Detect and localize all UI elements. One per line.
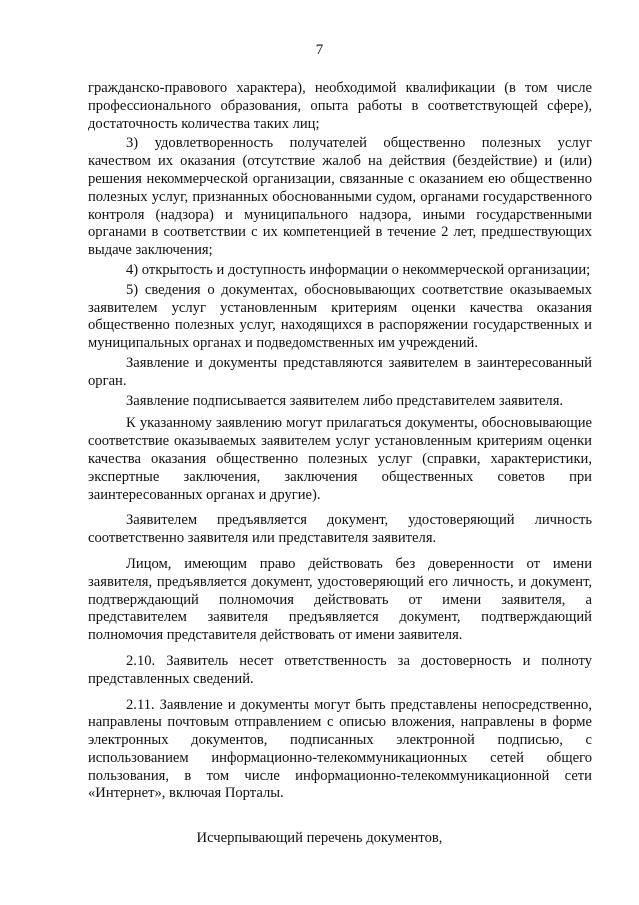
page-number: 7 — [315, 42, 324, 58]
paragraph-signature: Заявление подписывается заявителем либо представителем заявителя. — [126, 392, 564, 409]
paragraph-identity: Заявителем предъявляется документ, удостоверяющий личность соответственно заявителя или представителя заявителя. — [88, 512, 592, 547]
paragraph-item-5: 5) сведения о документах, обосновывающих соответствие оказываемых заявителем услуг установленным критериям оценки качества оказания общественно полезных услуг, находящихся в распоряжении государственных и муниципальных органах и подведомственных им учреждений. — [88, 281, 592, 352]
paragraph-item-4: 4) открытость и доступность информации о некоммерческой организации; — [126, 261, 591, 278]
paragraph-2-10: 2.10. Заявитель несет ответственность за достоверность и полноту представленных сведений. — [88, 652, 592, 687]
paragraph-continuation: гражданско-правового характера), необходимой квалификации (в том числе профессионального образования, опыта работы в соответствующей сфере), достаточность количества таких лиц; — [88, 80, 592, 132]
paragraph-authority: Лицом, имеющим право действовать без доверенности от имени заявителя, предъявляется документ, удостоверяющий его личность, и документ, подтверждающий полномочия действовать от имени заявителя, а представителем заявителя предъявляется документ, подтверждающий полномочия представителя действовать от имени заявителя. — [88, 555, 592, 644]
section-heading: Исчерпывающий перечень документов, — [196, 830, 443, 846]
paragraph-submission: Заявление и документы представляются заявителем в заинтересованный орган. — [88, 354, 592, 389]
paragraph-attachments: К указанному заявлению могут прилагаться документы, обосновывающие соответствие оказываемых заявителем услуг установленным критериям оценки качества оказания общественно полезных услуг (справки, характеристики, экспертные заключения, заключения общественных советов при заинтересованных органах и другие). — [88, 415, 592, 503]
paragraph-item-3: 3) удовлетворенность получателей общественно полезных услуг качеством их оказания (отсутствие жалоб на действия (бездействие) и (или) решения некоммерческой организации, связанные с оказанием ею общественно полезных услуг, признанных обоснованными судом, органами государственного контроля (надзора) и муниципального надзора, иными государственными органами в соответствии с их компетенцией в течение 2 лет, предшествующих выдаче заключения; — [88, 135, 592, 259]
document-body — [88, 80, 592, 803]
paragraph-2-11: 2.11. Заявление и документы могут быть представлены непосредственно, направлены почтовым отправлением с описью вложения, направлены в форме электронных документов, подписанных электронной подписью, с использованием информационно-телекоммуникационных сетей общего пользования, в том числе информационно-телекоммуникационной сети «Интернет», включая Порталы. — [88, 696, 592, 802]
